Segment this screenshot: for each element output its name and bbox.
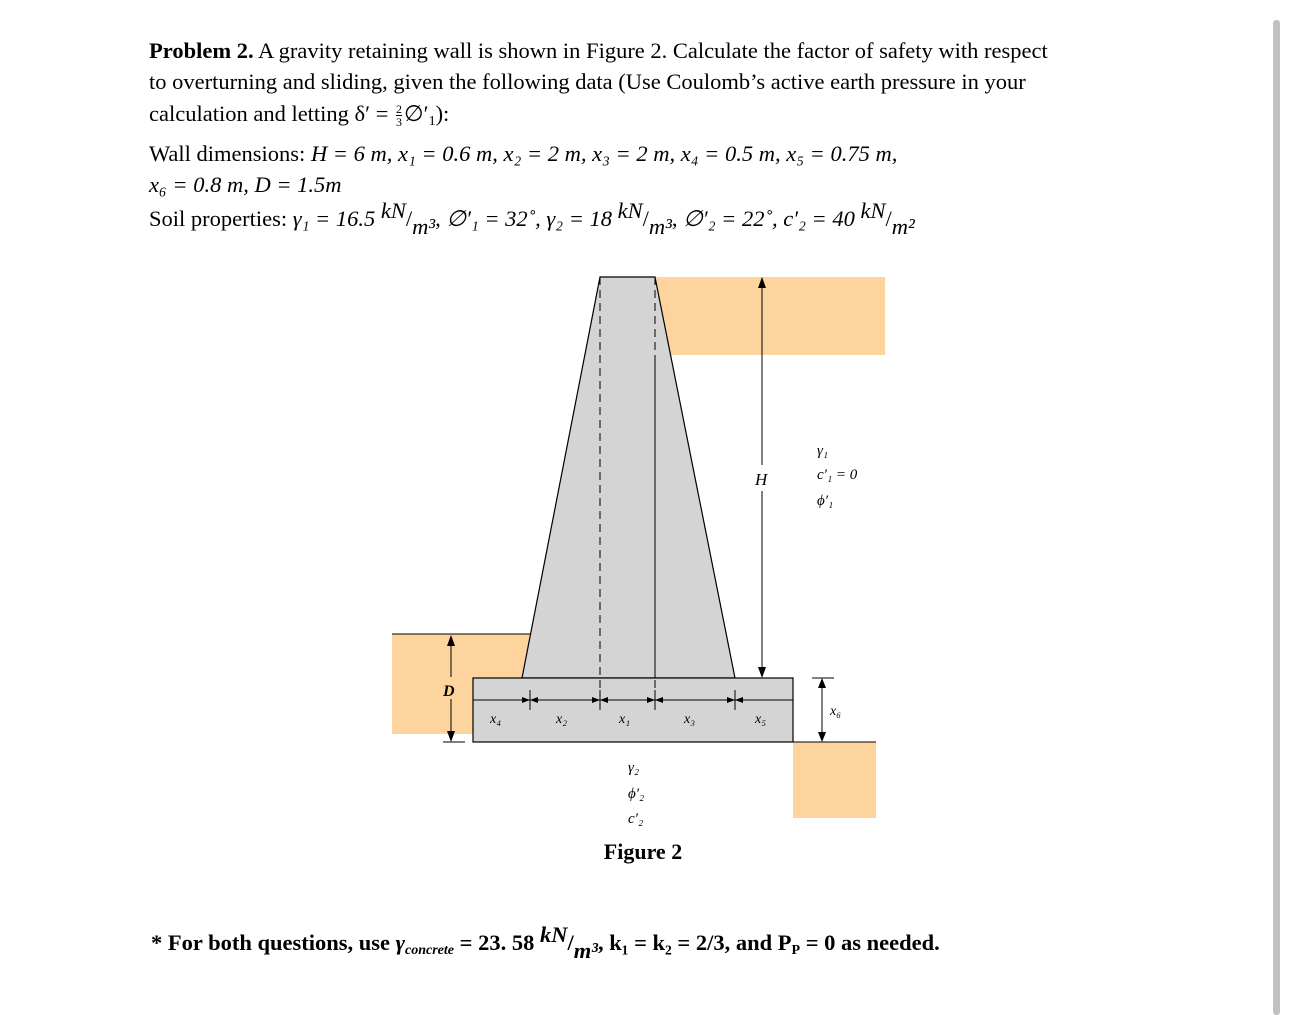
label-x1: x₁: [619, 712, 631, 727]
soil2-c: c′₂: [628, 811, 644, 827]
label-D: D: [443, 683, 455, 700]
figure-caption: Figure 2: [603, 839, 683, 864]
soil1-gamma: γ₁: [817, 443, 829, 459]
soil-label: Soil properties:: [149, 206, 288, 231]
label-x2: x₂: [556, 712, 568, 727]
label-x5: x₅: [755, 712, 767, 727]
problem-label: Problem 2.: [149, 38, 254, 63]
label-H: H: [755, 470, 768, 489]
backfill-soil: [655, 277, 885, 355]
soil2-phi: ϕ′₂: [628, 786, 645, 802]
problem-line-3: calculation and letting δ′ = $\frac{2}{3}$ $\emptyset'_1$):: [149, 101, 450, 130]
label-x4: x₄: [490, 712, 502, 727]
label-x3: x₃: [684, 712, 696, 727]
problem-text-2: to overturning and sliding, given the following data (Use Coulomb’s active earth pressure in your: [149, 69, 1026, 94]
problem-text-1: A gravity retaining wall is shown in Figure 2. Calculate the factor of safety with respect: [257, 38, 1048, 63]
wall-values-2: x₆ = 0.8 m, D = 1.5m: [149, 172, 342, 197]
soil2-gamma: γ₂: [628, 760, 640, 776]
soil1-c: c′₁ = 0: [817, 467, 858, 483]
foundation-soil: [793, 742, 876, 818]
wall-label: Wall dimensions:: [149, 141, 306, 166]
scrollbar[interactable]: [1273, 20, 1280, 1015]
wall-values-1: H = 6 m, x₁ = 0.6 m, x₂ = 2 m, x₃ = 2 m, x₄ = 0.5 m, x₅ = 0.75 m,: [310, 141, 898, 166]
note-line: * For both questions, use $\gamma_{concrete} = 23$. 58 kN/m³, k₁ = k₂ = 2/3, and $P_P = 0$ as needed.: [151, 922, 940, 963]
problem-text-3: calculation and letting δ′ =: [149, 101, 395, 126]
label-x6: x₆: [830, 704, 842, 719]
fraction-two-thirds: $\frac{2}{3}$: [396, 102, 403, 130]
wall-base: [473, 678, 793, 742]
soil1-phi: ϕ′₁: [817, 493, 834, 509]
soil-properties-line: Soil properties: γ₁ = 16.5 kN/m³, ∅′₁ = 32˚, γ₂ = 18 kN/m³, ∅′₂ = 22˚, c′₂ = 40 kN/m²: [149, 198, 915, 239]
